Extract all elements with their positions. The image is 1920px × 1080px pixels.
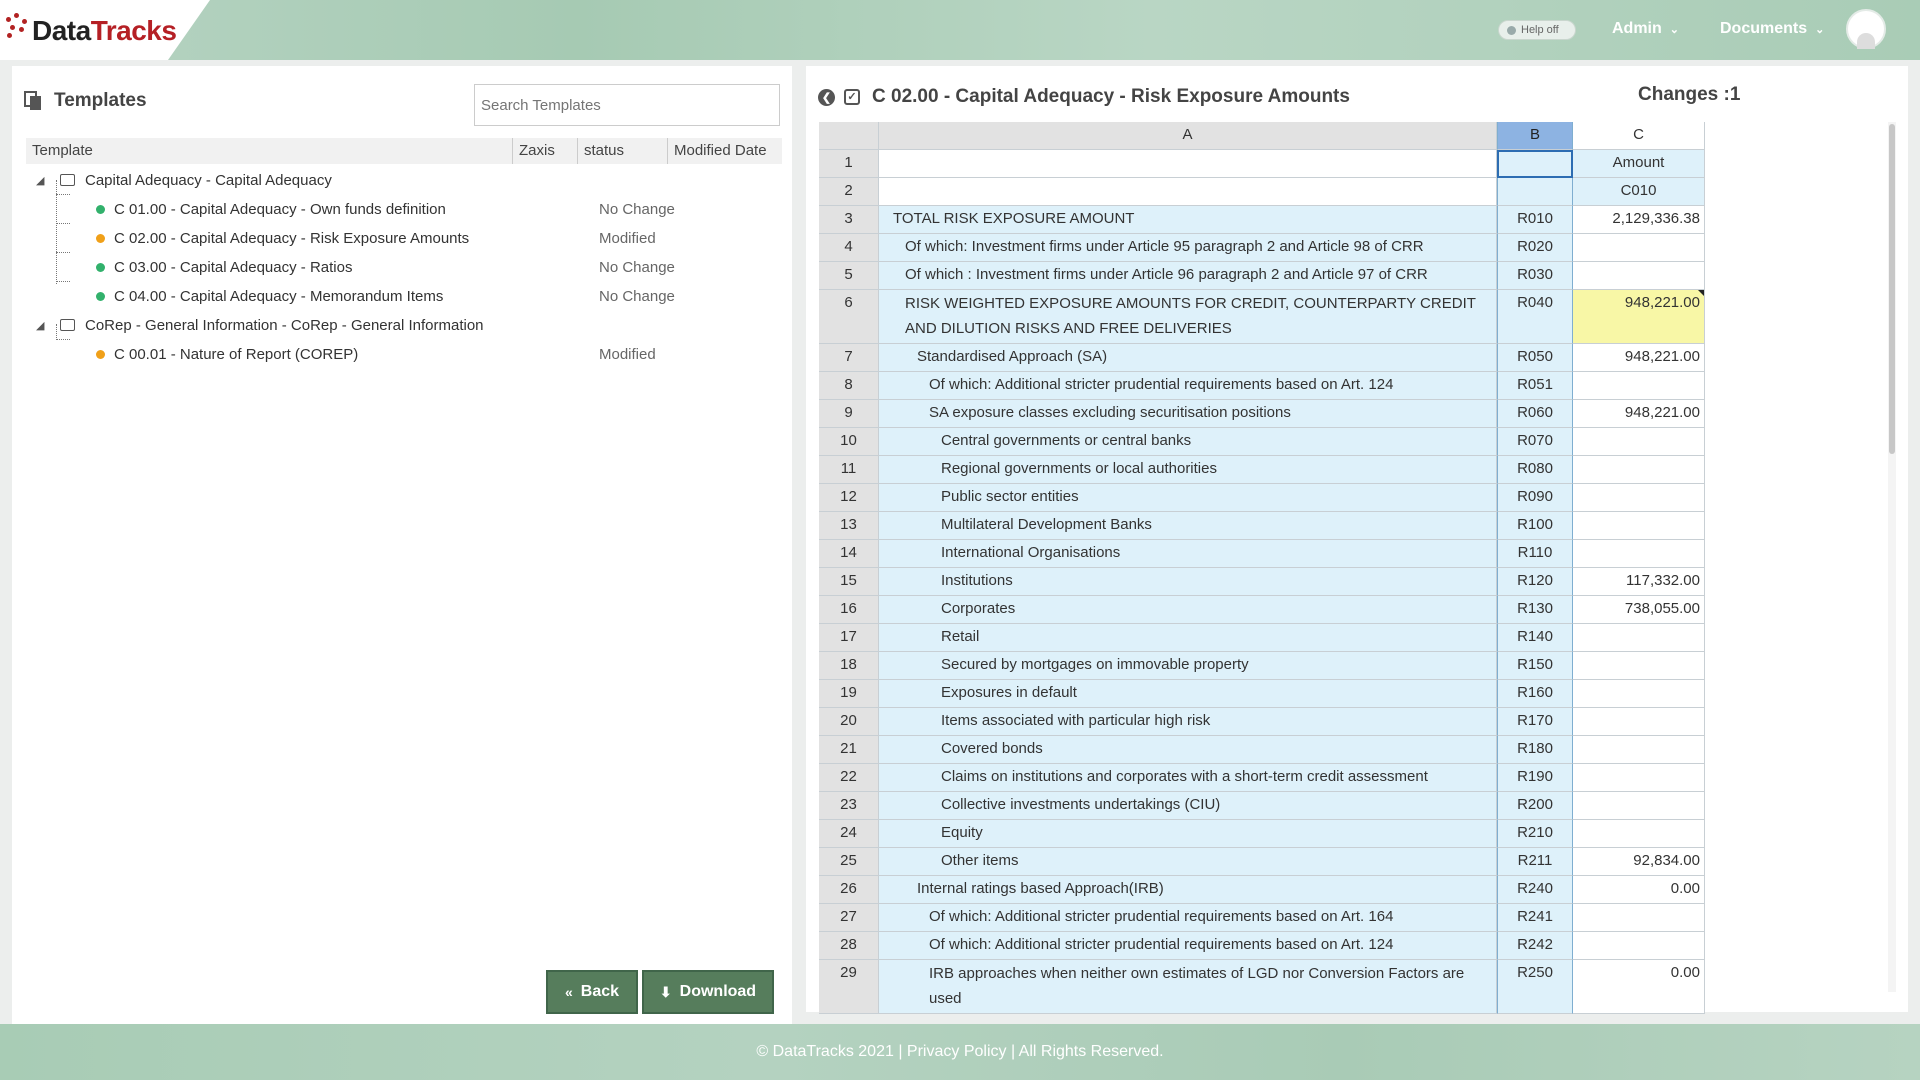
row-number[interactable]: 19	[819, 680, 879, 708]
sheet-title-bar	[818, 84, 1350, 110]
cell-b-code[interactable]: R250	[1497, 960, 1573, 1014]
status-dot-icon	[96, 234, 105, 243]
row-number[interactable]: 15	[819, 568, 879, 596]
changes-count: Changes :1	[1638, 84, 1741, 105]
cell-c-value[interactable]	[1573, 652, 1705, 680]
column-header-template[interactable]: Template	[26, 138, 513, 164]
cell-a-label[interactable]: Secured by mortgages on immovable property	[879, 652, 1497, 680]
grid-row	[819, 652, 1705, 680]
cell-c-value[interactable]	[1573, 540, 1705, 568]
cell-c-value[interactable]	[1573, 484, 1705, 512]
cell-c-value[interactable]	[1573, 428, 1705, 456]
row-number[interactable]: 25	[819, 848, 879, 876]
help-toggle-label: Help off	[1521, 24, 1559, 36]
cell-c-value[interactable]	[1573, 456, 1705, 484]
cell-c-value[interactable]: 948,221.00	[1573, 344, 1705, 372]
cell-b-code[interactable]: R200	[1497, 792, 1573, 820]
cell-b-code[interactable]: R080	[1497, 456, 1573, 484]
row-number[interactable]: 1	[819, 150, 879, 178]
row-number[interactable]: 2	[819, 178, 879, 206]
tree-connector	[56, 223, 70, 224]
row-number[interactable]: 6	[819, 290, 879, 344]
cell-a-label[interactable]: Of which: Additional stricter prudential requirements based on Art. 124	[879, 372, 1497, 400]
row-number[interactable]: 28	[819, 932, 879, 960]
cell-c-value[interactable]	[1573, 708, 1705, 736]
row-number[interactable]: 8	[819, 372, 879, 400]
cell-a-label[interactable]: Internal ratings based Approach(IRB)	[879, 876, 1497, 904]
page-footer	[0, 1024, 1920, 1080]
column-header-zaxis[interactable]: Zaxis	[513, 138, 578, 164]
tree-item-c0001[interactable]	[96, 340, 782, 368]
grid-row	[819, 736, 1705, 764]
user-avatar[interactable]	[1846, 9, 1886, 49]
spreadsheet-grid[interactable]	[819, 122, 1887, 1007]
tree-group-corep-general[interactable]	[36, 311, 484, 339]
tree-item-c0100[interactable]	[96, 195, 782, 223]
cell-c-value[interactable]: 0.00	[1573, 960, 1705, 1014]
cell-c-value[interactable]	[1573, 764, 1705, 792]
cell-b-selected[interactable]	[1497, 150, 1573, 178]
cell-a[interactable]	[879, 178, 1497, 206]
collapse-icon[interactable]: ◢	[36, 174, 45, 187]
status-dot-icon	[96, 292, 105, 301]
cell-b-code[interactable]: R240	[1497, 876, 1573, 904]
grid-row	[819, 344, 1705, 372]
tree-connector	[56, 281, 70, 282]
cell-a[interactable]	[879, 150, 1497, 178]
back-button-label: Back	[580, 983, 620, 1000]
logo-text-data: Data	[32, 15, 91, 46]
documents-menu[interactable]	[1720, 20, 1824, 38]
grid-row	[819, 428, 1705, 456]
row-number[interactable]: 26	[819, 876, 879, 904]
grid-row	[819, 708, 1705, 736]
tree-item-status: No Change	[599, 200, 675, 218]
cell-b-code[interactable]: R090	[1497, 484, 1573, 512]
grid-row	[819, 290, 1705, 344]
cell-b-code[interactable]: R130	[1497, 596, 1573, 624]
tree-item-status: No Change	[599, 287, 675, 305]
status-dot-icon	[96, 350, 105, 359]
cell-b-code[interactable]: R040	[1497, 290, 1573, 344]
cell-a-label[interactable]: Of which: Investment firms under Article 95 paragraph 2 and Article 98 of CRR	[879, 234, 1497, 262]
grid-row	[819, 206, 1705, 234]
grid-row	[819, 960, 1705, 1014]
cell-a-label[interactable]: Exposures in default	[879, 680, 1497, 708]
cell-b-code[interactable]: R070	[1497, 428, 1573, 456]
cell-a-label[interactable]: SA exposure classes excluding securitisation positions	[879, 400, 1497, 428]
cell-b-code[interactable]: R140	[1497, 624, 1573, 652]
cell-a-label[interactable]: Items associated with particular high risk	[879, 708, 1497, 736]
grid-row	[819, 456, 1705, 484]
cell-b-code[interactable]: R170	[1497, 708, 1573, 736]
row-number[interactable]: 7	[819, 344, 879, 372]
cell-a-label[interactable]: Equity	[879, 820, 1497, 848]
tree-item-label: C 02.00 - Capital Adequacy - Risk Exposure Amounts	[114, 229, 470, 247]
cell-c-header[interactable]: C010	[1573, 178, 1705, 206]
grid-row	[819, 848, 1705, 876]
download-icon: ⬇	[659, 983, 672, 1000]
row-number[interactable]: 29	[819, 960, 879, 1014]
cell-c-value[interactable]: 92,834.00	[1573, 848, 1705, 876]
toggle-knob-icon	[1507, 26, 1516, 35]
cell-c-header[interactable]: Amount	[1573, 150, 1705, 178]
tree-item-label: C 00.01 - Nature of Report (COREP)	[114, 345, 359, 363]
status-dot-icon	[96, 263, 105, 272]
cell-c-value[interactable]	[1573, 372, 1705, 400]
templates-panel-title	[24, 90, 147, 112]
tree-connector	[56, 339, 70, 340]
row-number[interactable]: 10	[819, 428, 879, 456]
download-button[interactable]	[642, 970, 774, 1014]
grid-row	[819, 792, 1705, 820]
row-number[interactable]: 21	[819, 736, 879, 764]
cell-b-code[interactable]: R060	[1497, 400, 1573, 428]
cell-c-value[interactable]	[1573, 792, 1705, 820]
tree-item-label: C 03.00 - Capital Adequacy - Ratios	[114, 258, 353, 276]
tree-item-c0400[interactable]	[96, 282, 782, 310]
cell-a-label[interactable]: TOTAL RISK EXPOSURE AMOUNT	[879, 206, 1497, 234]
grid-row	[819, 624, 1705, 652]
grid-row	[819, 512, 1705, 540]
grid-row	[819, 234, 1705, 262]
tree-group-label: CoRep - General Information - CoRep - General Information	[85, 316, 484, 334]
grid-row	[819, 680, 1705, 708]
cell-a-label[interactable]: Other items	[879, 848, 1497, 876]
cell-a-label[interactable]: Institutions	[879, 568, 1497, 596]
row-number[interactable]: 24	[819, 820, 879, 848]
cell-c-value[interactable]	[1573, 904, 1705, 932]
logo-mark-icon	[4, 11, 30, 51]
row-number[interactable]: 5	[819, 262, 879, 290]
cell-c-value[interactable]	[1573, 262, 1705, 290]
checkbox-icon[interactable]: ✓	[844, 89, 860, 105]
admin-menu[interactable]	[1612, 20, 1679, 38]
tree-item-status: No Change	[599, 258, 675, 276]
corner-cell[interactable]	[819, 122, 879, 150]
cell-b-code[interactable]: R160	[1497, 680, 1573, 708]
row-number[interactable]: 12	[819, 484, 879, 512]
back-button[interactable]	[546, 970, 638, 1014]
templates-title-text: Templates	[54, 90, 147, 111]
cell-c-value[interactable]: 738,055.00	[1573, 596, 1705, 624]
grid-row	[819, 400, 1705, 428]
row-number[interactable]: 16	[819, 596, 879, 624]
cell-a-label[interactable]: Collective investments undertakings (CIU)	[879, 792, 1497, 820]
row-number[interactable]: 9	[819, 400, 879, 428]
cell-b-code[interactable]: R020	[1497, 234, 1573, 262]
cell-c-value[interactable]	[1573, 680, 1705, 708]
grid-row	[819, 764, 1705, 792]
grid-row	[819, 932, 1705, 960]
row-number[interactable]: 13	[819, 512, 879, 540]
download-button-label: Download	[679, 983, 757, 1000]
grid-row	[819, 150, 1705, 178]
tree-group-capital-adequacy[interactable]	[36, 166, 332, 194]
row-number[interactable]: 11	[819, 456, 879, 484]
cell-c-value[interactable]	[1573, 932, 1705, 960]
help-toggle[interactable]	[1498, 20, 1576, 40]
cell-b-code[interactable]: R242	[1497, 932, 1573, 960]
cell-a-label[interactable]: Retail	[879, 624, 1497, 652]
grid-row	[819, 596, 1705, 624]
tree-connector	[56, 194, 70, 195]
cell-b-code[interactable]: R241	[1497, 904, 1573, 932]
row-number[interactable]: 4	[819, 234, 879, 262]
column-header-modified-date[interactable]: Modified Date	[674, 142, 767, 159]
cell-b-code[interactable]: R050	[1497, 344, 1573, 372]
cell-a-label[interactable]: Claims on institutions and corporates with a short-term credit assessment	[879, 764, 1497, 792]
cell-b-code[interactable]: R180	[1497, 736, 1573, 764]
grid-row	[819, 484, 1705, 512]
cell-c-value[interactable]	[1573, 624, 1705, 652]
column-header-b[interactable]: B	[1497, 122, 1573, 150]
cell-a-label[interactable]: Multilateral Development Banks	[879, 512, 1497, 540]
row-number[interactable]: 20	[819, 708, 879, 736]
double-chevron-left-icon: «	[564, 984, 573, 1000]
cell-c-value[interactable]	[1573, 234, 1705, 262]
cell-a-label[interactable]: Central governments or central banks	[879, 428, 1497, 456]
grid-row	[819, 372, 1705, 400]
chevron-down-icon: ⌄	[1669, 23, 1679, 36]
row-number[interactable]: 27	[819, 904, 879, 932]
row-number[interactable]: 14	[819, 540, 879, 568]
cell-a-label[interactable]: Regional governments or local authorities	[879, 456, 1497, 484]
tree-connector	[56, 252, 70, 253]
chevron-down-icon: ⌄	[1815, 23, 1825, 36]
scrollbar-thumb[interactable]	[1889, 124, 1895, 454]
row-number[interactable]: 23	[819, 792, 879, 820]
column-header-c[interactable]: C	[1573, 122, 1705, 150]
top-header	[0, 0, 1920, 60]
tree-item-status: Modified	[599, 229, 656, 247]
cell-a-label[interactable]: RISK WEIGHTED EXPOSURE AMOUNTS FOR CREDIT, COUNTERPARTY CREDIT AND DILUTION RISKS AND FREE DELIVERIES	[879, 290, 1497, 344]
templates-icon	[24, 91, 42, 111]
cell-b-code[interactable]: R210	[1497, 820, 1573, 848]
search-templates-input[interactable]	[474, 84, 780, 126]
column-header-row	[819, 122, 1705, 150]
row-number[interactable]: 18	[819, 652, 879, 680]
collapse-icon[interactable]: ◢	[36, 319, 45, 332]
column-header-status[interactable]: status	[578, 138, 668, 164]
tree-item-label: C 01.00 - Capital Adequacy - Own funds definition	[114, 200, 446, 218]
cell-c-value[interactable]: 0.00	[1573, 876, 1705, 904]
footer-text: © DataTracks 2021 | Privacy Policy | All Rights Reserved.	[756, 1043, 1164, 1060]
cell-b-code[interactable]: R110	[1497, 540, 1573, 568]
cell-c-value-modified[interactable]: 948,221.00	[1573, 290, 1705, 344]
tree-item-status: Modified	[599, 345, 656, 363]
folder-icon	[60, 319, 75, 331]
cell-b-code[interactable]: R100	[1497, 512, 1573, 540]
row-number[interactable]: 22	[819, 764, 879, 792]
sheet-panel	[806, 66, 1908, 1012]
grid-row	[819, 876, 1705, 904]
cell-a-label[interactable]: IRB approaches when neither own estimates of LGD nor Conversion Factors are used	[879, 960, 1497, 1014]
tree-group-label: Capital Adequacy - Capital Adequacy	[85, 171, 332, 189]
sheet-title: C 02.00 - Capital Adequacy - Risk Exposure Amounts	[872, 86, 1350, 107]
cell-b-code[interactable]: R190	[1497, 764, 1573, 792]
datatracks-logo[interactable]	[4, 6, 176, 56]
cell-c-value[interactable]	[1573, 736, 1705, 764]
cell-b-code[interactable]: R030	[1497, 262, 1573, 290]
cell-a-label[interactable]: Standardised Approach (SA)	[879, 344, 1497, 372]
cell-a-label[interactable]: International Organisations	[879, 540, 1497, 568]
grid-row	[819, 178, 1705, 206]
cell-a-label[interactable]: Covered bonds	[879, 736, 1497, 764]
tree-connector	[56, 180, 57, 284]
admin-menu-label: Admin	[1612, 20, 1662, 37]
documents-menu-label: Documents	[1720, 20, 1808, 37]
cell-b-code[interactable]: R120	[1497, 568, 1573, 596]
tree-item-c0300[interactable]	[96, 253, 782, 281]
cell-a-label[interactable]: Public sector entities	[879, 484, 1497, 512]
templates-table-header	[26, 138, 782, 164]
tree-item-label: C 04.00 - Capital Adequacy - Memorandum Items	[114, 287, 444, 305]
cell-c-value[interactable]: 2,129,336.38	[1573, 206, 1705, 234]
grid-row	[819, 820, 1705, 848]
cell-b-code[interactable]: R010	[1497, 206, 1573, 234]
cell-b-code[interactable]: R051	[1497, 372, 1573, 400]
cell-a-label[interactable]: Of which: Additional stricter prudential requirements based on Art. 164	[879, 904, 1497, 932]
cell-c-value[interactable]	[1573, 820, 1705, 848]
grid-row	[819, 262, 1705, 290]
cell-b-code[interactable]: R211	[1497, 848, 1573, 876]
grid-row	[819, 904, 1705, 932]
cell-a-label[interactable]: Corporates	[879, 596, 1497, 624]
templates-panel	[12, 66, 792, 1024]
cell-a-label[interactable]: Of which: Additional stricter prudential requirements based on Art. 124	[879, 932, 1497, 960]
grid-row	[819, 540, 1705, 568]
back-circle-icon[interactable]: ❮	[818, 89, 835, 106]
grid-row	[819, 568, 1705, 596]
cell-b[interactable]	[1497, 178, 1573, 206]
cell-c-value[interactable]: 948,221.00	[1573, 400, 1705, 428]
cell-b-code[interactable]: R150	[1497, 652, 1573, 680]
cell-c-value[interactable]: 117,332.00	[1573, 568, 1705, 596]
folder-icon	[60, 174, 75, 186]
column-header-a[interactable]: A	[879, 122, 1497, 150]
row-number[interactable]: 17	[819, 624, 879, 652]
row-number[interactable]: 3	[819, 206, 879, 234]
cell-c-value[interactable]	[1573, 512, 1705, 540]
status-dot-icon	[96, 205, 105, 214]
cell-a-label[interactable]: Of which : Investment firms under Article 96 paragraph 2 and Article 97 of CRR	[879, 262, 1497, 290]
logo-text-tracks: Tracks	[90, 15, 177, 46]
tree-item-c0200[interactable]	[96, 224, 782, 252]
